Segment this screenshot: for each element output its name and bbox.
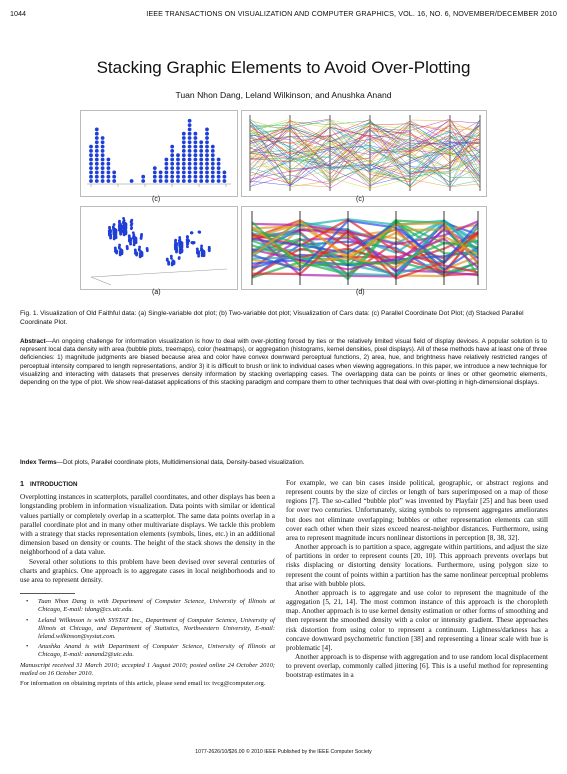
dot-mark [170, 158, 174, 162]
figure-label-1: (c) [152, 196, 161, 203]
dot-mark [89, 145, 93, 149]
dot-mark [170, 179, 174, 183]
dot-mark [205, 162, 209, 166]
dot-mark [107, 158, 111, 162]
dot-mark [138, 246, 141, 249]
dot-mark [141, 179, 145, 183]
dot-mark [101, 158, 105, 162]
dot-mark [109, 237, 112, 240]
dot-mark [95, 132, 99, 136]
paper-title: Stacking Graphic Elements to Avoid Over-Plotting [96, 58, 471, 77]
index-terms-label: Index Terms [20, 459, 57, 466]
dot-mark [170, 166, 174, 170]
dot-mark [199, 175, 203, 179]
dot-mark [188, 175, 192, 179]
page-footer: 1077-2626/10/$26.00 © 2010 IEEE Published by the IEEE Computer Society [195, 749, 372, 755]
dot-mark [188, 153, 192, 157]
dot-mark [182, 136, 186, 140]
dot-mark [208, 247, 211, 250]
dot-mark [199, 158, 203, 162]
dot-mark [165, 171, 169, 175]
dot-mark [89, 179, 93, 183]
body-paragraph: Another approach is to partition a space, aggregate within partitions, and adjust the size of partitions in order to represent counts [20, 10]. This approach prevents overlaps but risks displacing or distorting density locations. Furthermore, using polygon size to represent the count of points within a partition has the same nonlinear perceptual problems that arise with bubble plots. [286, 543, 548, 588]
dot-mark [188, 145, 192, 149]
dot-mark [166, 258, 169, 261]
dot-mark [188, 179, 192, 183]
dot-mark [198, 231, 201, 234]
dot-mark [194, 166, 198, 170]
dot-mark [199, 162, 203, 166]
body-paragraph: Several other solutions to this problem have been devised over several centuries of charts and graphics. One approach is to aggregate cases in local neighborhoods and to use area to represent density. [20, 557, 275, 585]
dot-mark [95, 175, 99, 179]
dot-mark [196, 252, 199, 255]
dot-mark [217, 166, 221, 170]
dot-mark [199, 171, 203, 175]
dot-mark [211, 153, 215, 157]
dot-mark [119, 250, 122, 253]
dot-mark [182, 145, 186, 149]
dot-mark [205, 171, 209, 175]
dot-mark [194, 171, 198, 175]
section-title: INTRODUCTION [30, 481, 78, 488]
dot-mark [179, 245, 182, 248]
dot-mark [165, 162, 169, 166]
dot-plot-graphic [81, 111, 237, 196]
figure-panel-b-3d-dotplot [80, 206, 238, 290]
dot-mark [95, 153, 99, 157]
parallel-coordinate-graphic [242, 111, 486, 196]
dot-mark [199, 140, 203, 144]
dot-mark [223, 179, 227, 183]
dot-mark [123, 219, 126, 222]
dot-mark [159, 171, 163, 175]
dot-mark [89, 153, 93, 157]
dot-mark [188, 140, 192, 144]
dot-mark [95, 158, 99, 162]
author-footnote: • Tuan Nhon Dang is with Department of Computer Science, University of Illinois at Chicago, E-mail: tdang@cs.uic.edu. [26, 598, 275, 614]
dot-mark [107, 166, 111, 170]
dot-mark [118, 220, 121, 223]
dot-mark [132, 234, 135, 237]
dot-mark [170, 162, 174, 166]
manuscript-note: Manuscript received 31 March 2010; accepted 1 August 2010; posted online 24 October 2010; mailed on 16 October 2010. [20, 661, 275, 677]
dot-mark [175, 251, 178, 254]
dot-mark [223, 175, 227, 179]
dot-mark [126, 247, 129, 250]
dot-mark [95, 171, 99, 175]
dot-mark [108, 234, 111, 237]
dot-mark [188, 132, 192, 136]
dot-mark [172, 259, 175, 262]
figure-label-3: (a) [152, 289, 161, 296]
dot-mark [101, 153, 105, 157]
dot-mark [112, 179, 116, 183]
dot-mark [200, 244, 203, 247]
dot-mark [194, 136, 198, 140]
dot-mark [186, 242, 189, 245]
index-terms-text: —Dot plots, Parallel coordinate plots, Multidimensional data, Density-based visualization. [56, 459, 305, 466]
dot-mark [182, 179, 186, 183]
dot-mark [123, 229, 126, 232]
dot-mark [176, 171, 180, 175]
dot-mark [211, 179, 215, 183]
dot-mark [107, 179, 111, 183]
dot-mark [217, 171, 221, 175]
dot-mark [170, 153, 174, 157]
dot-mark [191, 241, 194, 244]
dot-mark [141, 175, 145, 179]
index-terms [20, 459, 547, 466]
section-heading: 1 INTRODUCTION [20, 479, 78, 488]
dot-mark [211, 171, 215, 175]
dot-mark [95, 179, 99, 183]
body-paragraph: For example, we can bin cases inside political, geographic, or abstract regions and represent counts by the size of circles or length of bars superimposed on a map of those regions [7]. The so-called “bubble plot” was invented by Playfair [25] and has been used for over two centuries. Unfortunately, sizing symbols to represent aggregates ameliorates but does not eliminate overlapping; bubbles or other representation elements can still cover each other when their sizes exceed nearest-neighbor distances. Furthermore, using area to represent magnitude incurs nonlinear distortions in perception [8, 38, 32]. [286, 479, 548, 542]
dot-mark [211, 162, 215, 166]
dot-mark [211, 175, 215, 179]
abstract-label: Abstract [20, 338, 46, 345]
left-column [20, 479, 275, 688]
dot-mark [194, 132, 198, 136]
dot-mark [153, 166, 157, 170]
dot-mark [170, 149, 174, 153]
dot-mark [205, 128, 209, 132]
dot-mark [135, 254, 138, 257]
dot-mark [205, 149, 209, 153]
dot-mark [107, 175, 111, 179]
dot-mark [194, 158, 198, 162]
dot-mark [133, 243, 136, 246]
dot-mark [159, 175, 163, 179]
page-number: 1044 [10, 9, 26, 18]
abstract-text: —An ongoing challenge for information visualization is how to deal with over-plotting forced by ties or the relatively limited visual field of display devices. A popular solution is to represent local data density with area (bubble plots, treemaps), color (heatmaps), or aggregation (histograms, kernel densities, pixel displays). All of these methods have at least one of three deficiencies: 1) magnitude judgments are biased because area and color have convex downward perceptual functions, 2) area, hue, and brightness have relatively restricted ranges of perceptual intensity compared to length representations, and/or 3) it is difficult to brush or link to individual cases when viewing aggregations. In this paper, we introduce a new technique for visualizing and interacting with datasets that preserves density information by stacking overlapping cases. The overlapping data can be points or lines or other geometric elements, depending on the type of plot. We show real-dataset applications of this stacking paradigm and compare them to other techniques that deal with over-plotting in high-dimensional displays. [20, 338, 547, 387]
dot-mark [176, 166, 180, 170]
dot-mark [95, 140, 99, 144]
dot-mark [194, 175, 198, 179]
dot-mark [211, 149, 215, 153]
dot-mark [205, 158, 209, 162]
dot-mark [134, 250, 137, 253]
dot-mark [170, 145, 174, 149]
dot-mark [187, 239, 190, 242]
dot-mark [101, 179, 105, 183]
dot-mark [217, 175, 221, 179]
dot-mark [199, 166, 203, 170]
dot-mark [113, 237, 116, 240]
figure-label-4: (d) [356, 289, 365, 296]
dot-mark [170, 175, 174, 179]
dot-mark [188, 171, 192, 175]
dot-mark [107, 162, 111, 166]
dot-mark [205, 145, 209, 149]
dot-mark [119, 230, 122, 233]
dot-mark [211, 145, 215, 149]
dot-mark [153, 179, 157, 183]
dot-mark [188, 149, 192, 153]
dot-mark [188, 119, 192, 123]
dot-mark [188, 136, 192, 140]
dot-mark [89, 162, 93, 166]
dot-mark [119, 253, 122, 256]
dot-mark [131, 222, 134, 225]
dot-mark [194, 179, 198, 183]
dot-mark [153, 171, 157, 175]
dot-mark [139, 252, 142, 255]
dot-mark [113, 223, 116, 226]
dot-mark [188, 128, 192, 132]
figure-panel-d-stacked-parallel [241, 206, 487, 290]
dot-mark [175, 243, 178, 246]
dot-mark [217, 179, 221, 183]
paper-authors: Tuan Nhon Dang, Leland Wilkinson, and Anushka Anand [175, 90, 392, 100]
body-paragraph: Overplotting instances in scatterplots, parallel coordinates, and other displays has been a longstanding problem in information visualization. Data points with similar or identical values partially or completely overlap in a scatterplot. The same data points overlap in a parallel coordinate plot and in many other multivariate displays. We tackle this problem with a strategy that stacks representation elements (symbols, lines, etc.) in an additional dimension based on density or counts. The height of the stack shows the density in the neighborhood of a data value. [20, 493, 275, 557]
dot-mark [109, 231, 112, 234]
dot-mark [176, 153, 180, 157]
dot-mark [182, 153, 186, 157]
dot-mark [205, 179, 209, 183]
dot-mark [123, 232, 126, 235]
figure-label-2: (c) [356, 196, 365, 203]
dot-mark [205, 166, 209, 170]
dot-mark [101, 145, 105, 149]
dot-mark [115, 252, 118, 255]
dot-mark [186, 245, 189, 248]
dot-mark [182, 175, 186, 179]
right-column [286, 479, 548, 680]
dot-mark [174, 239, 177, 242]
dot-mark [101, 140, 105, 144]
author-footnote: • Leland Wilkinson is with SYSTAT Inc., Department of Computer Science, University of Illinois at Chicago, and Department of Statistics, Northwestern University, E-mail: leland.wilkinson@systat.com. [26, 616, 275, 641]
dot-mark [118, 244, 121, 247]
dot-mark [130, 219, 133, 222]
dot-mark [165, 179, 169, 183]
dot-mark [205, 140, 209, 144]
dot-mark [211, 166, 215, 170]
dot-mark [89, 149, 93, 153]
3d-dot-plot-graphic [81, 207, 237, 289]
dot-mark [101, 136, 105, 140]
dot-mark [146, 249, 149, 252]
dot-mark [199, 145, 203, 149]
dot-mark [203, 250, 206, 253]
dot-mark [112, 171, 116, 175]
dot-mark [128, 234, 131, 237]
dot-mark [95, 136, 99, 140]
dot-mark [217, 158, 221, 162]
dot-mark [182, 166, 186, 170]
dot-mark [194, 162, 198, 166]
dot-mark [101, 162, 105, 166]
dot-mark [112, 175, 116, 179]
dot-mark [165, 158, 169, 162]
dot-mark [128, 237, 131, 240]
dot-mark [101, 166, 105, 170]
dot-mark [101, 171, 105, 175]
dot-mark [153, 175, 157, 179]
dot-mark [118, 247, 121, 250]
dot-mark [205, 132, 209, 136]
abstract [20, 338, 547, 387]
dot-mark [205, 175, 209, 179]
dot-mark [113, 233, 116, 236]
dot-mark [139, 255, 142, 258]
dot-mark [140, 233, 143, 236]
body-paragraph: Another approach is to dispense with aggregation and to use random local displacement to prevent overlap, commonly called jittering [6]. This is a useful method for representing bootstrap estimates in a [286, 652, 548, 680]
dot-mark [217, 162, 221, 166]
dot-mark [89, 166, 93, 170]
stacked-parallel-graphic [242, 207, 486, 289]
body-paragraph: Another approach is to aggregate and use color to represent the magnitude of the aggregation [5, 21, 14]. The most common instance of this approach is the choropleth map. Another approach is to use kernel density estimation or other forms of smoothing and then represent the smoothed density with a color or intensity gradient. These approaches risk distortion from using color to represent a continuum. Lightness/darkness has a concave downward psychometric function [38] and representing a linear scale with hue is problematic [4]. [286, 588, 548, 652]
dot-mark [223, 171, 227, 175]
dot-mark [101, 175, 105, 179]
dot-mark [171, 262, 174, 265]
journal-name: IEEE TRANSACTIONS ON VISUALIZATION AND COMPUTER GRAPHICS, VOL. 16, NO. 6, NOVEMBER/DECEMBER 2010 [146, 9, 557, 18]
dot-mark [199, 149, 203, 153]
dot-mark [89, 158, 93, 162]
dot-mark [167, 261, 170, 264]
dot-mark [114, 248, 117, 251]
dot-mark [165, 166, 169, 170]
dot-mark [199, 179, 203, 183]
dot-mark [194, 140, 198, 144]
dot-mark [176, 158, 180, 162]
dot-mark [95, 162, 99, 166]
dot-mark [194, 145, 198, 149]
dot-mark [182, 132, 186, 136]
figure-panel-a-dotplot [80, 110, 238, 197]
dot-mark [182, 162, 186, 166]
dot-mark [134, 236, 137, 239]
footnote-rule [20, 593, 75, 594]
dot-mark [200, 248, 203, 251]
figure-panel-c-parallel-dots [241, 110, 487, 197]
dot-mark [182, 171, 186, 175]
dot-mark [95, 149, 99, 153]
dot-mark [176, 175, 180, 179]
figure-caption: Fig. 1. Visualization of Old Faithful data: (a) Single-variable dot plot; (b) Two-variable dot plot; Visualization of Cars data: (c) Parallel Coordinate Dot Plot; (d) Stacked Parallel Coordinate Plot. [20, 310, 524, 326]
dot-mark [118, 226, 121, 229]
dot-mark [179, 250, 182, 253]
author-footnote: • Anushka Anand is with Department of Computer Science, University of Illinois at Chicago, E-mail: aanand2@uic.edu. [26, 643, 275, 659]
dot-mark [170, 257, 173, 260]
dot-mark [188, 162, 192, 166]
dot-mark [138, 249, 141, 252]
dot-mark [107, 171, 111, 175]
dot-mark [122, 225, 125, 228]
dot-mark [205, 153, 209, 157]
dot-mark [182, 149, 186, 153]
dot-mark [191, 231, 194, 234]
dot-mark [199, 153, 203, 157]
dot-mark [165, 175, 169, 179]
dot-mark [182, 158, 186, 162]
dot-mark [194, 149, 198, 153]
dot-mark [130, 226, 133, 229]
dot-mark [129, 242, 132, 245]
reprints-note: For information on obtaining reprints of this article, please send email to: tvcg@computer.org. [20, 680, 266, 688]
dot-mark [176, 179, 180, 183]
dot-mark [188, 123, 192, 127]
dot-mark [170, 171, 174, 175]
dot-mark [95, 145, 99, 149]
dot-mark [182, 140, 186, 144]
dot-mark [194, 153, 198, 157]
dot-mark [89, 175, 93, 179]
dot-mark [119, 223, 122, 226]
dot-mark [205, 136, 209, 140]
running-header [10, 9, 557, 21]
dot-mark [188, 158, 192, 162]
dot-mark [188, 166, 192, 170]
dot-mark [174, 246, 177, 249]
dot-mark [159, 179, 163, 183]
dot-mark [211, 158, 215, 162]
dot-mark [95, 128, 99, 132]
dot-mark [101, 149, 105, 153]
dot-mark [186, 235, 189, 238]
dot-mark [108, 227, 111, 230]
dot-mark [95, 166, 99, 170]
dot-mark [176, 162, 180, 166]
dot-mark [130, 179, 134, 183]
dot-mark [178, 256, 181, 259]
dot-mark [89, 171, 93, 175]
